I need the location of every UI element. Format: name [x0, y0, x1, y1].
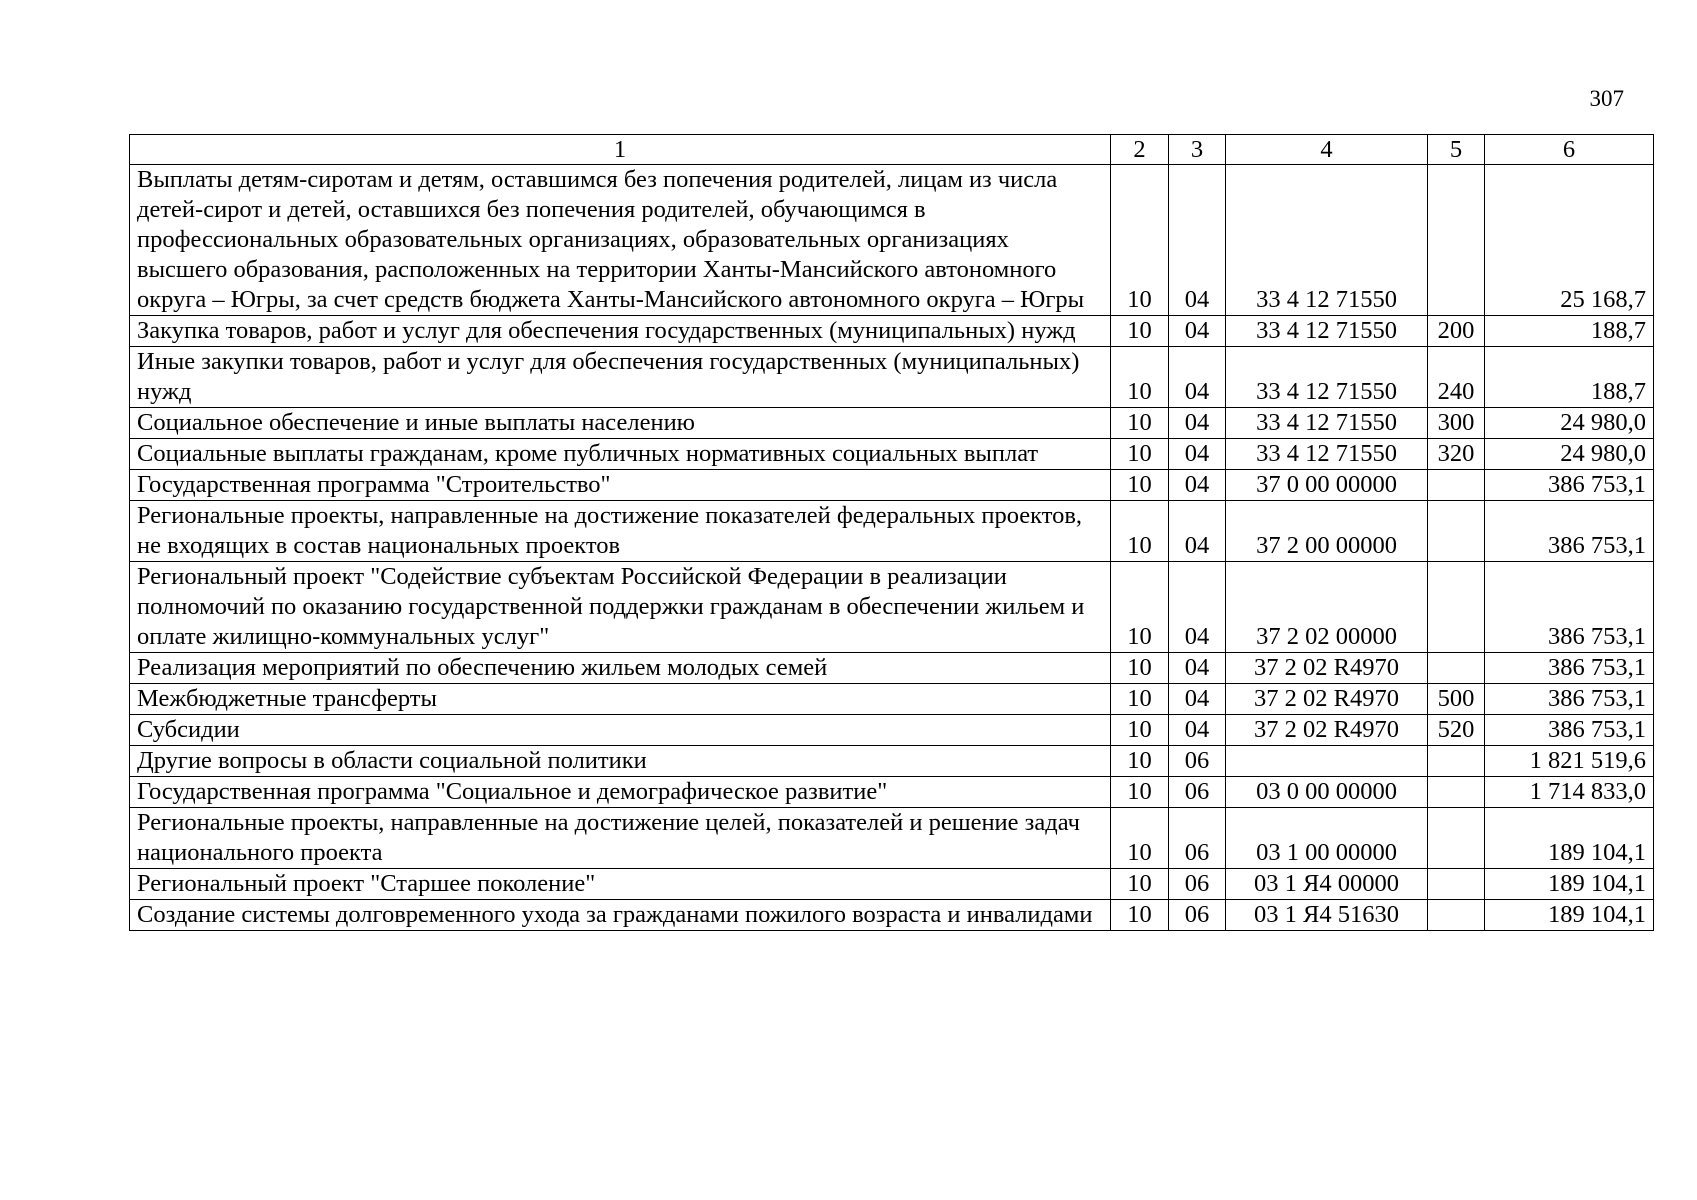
cell-amount: 386 753,1: [1485, 715, 1654, 746]
header-row: [130, 135, 1654, 165]
cell-name: Социальное обеспечение и иные выплаты населению: [130, 408, 1111, 439]
cell-section: 10: [1111, 684, 1169, 715]
cell-section: 10: [1111, 316, 1169, 347]
table-row: [130, 715, 1654, 746]
cell-name: Субсидии: [130, 715, 1111, 746]
cell-code: 33 4 12 71550: [1226, 165, 1428, 316]
cell-type: 200: [1428, 316, 1485, 347]
cell-amount: 189 104,1: [1485, 808, 1654, 869]
cell-type: 300: [1428, 408, 1485, 439]
column-header-subsection: 3: [1169, 135, 1226, 165]
cell-amount: 386 753,1: [1485, 501, 1654, 562]
cell-subsection: 06: [1169, 746, 1226, 777]
table-row: [130, 684, 1654, 715]
cell-name: Выплаты детям-сиротам и детям, оставшимся без попечения родителей, лицам из числа детей-сирот и детей, оставшихся без попечения родителей, обучающимся в профессиональных образовательных организациях, образовательных организациях высшего образования, расположенных на территории Ханты-Мансийского автономного округа – Югры, за счет средств бюджета Ханты-Мансийского автономного округа – Югры: [130, 165, 1111, 316]
table-row: [130, 501, 1654, 562]
cell-section: 10: [1111, 777, 1169, 808]
cell-subsection: 04: [1169, 653, 1226, 684]
cell-name: Государственная программа "Социальное и демографическое развитие": [130, 777, 1111, 808]
cell-subsection: 06: [1169, 777, 1226, 808]
cell-subsection: 04: [1169, 347, 1226, 408]
cell-type: [1428, 501, 1485, 562]
cell-type: [1428, 653, 1485, 684]
table-row: [130, 900, 1654, 931]
cell-name: Государственная программа "Строительство": [130, 470, 1111, 501]
cell-code: 03 1 00 00000: [1226, 808, 1428, 869]
cell-subsection: 06: [1169, 900, 1226, 931]
cell-amount: 386 753,1: [1485, 684, 1654, 715]
cell-type: 500: [1428, 684, 1485, 715]
cell-name: Социальные выплаты гражданам, кроме публичных нормативных социальных выплат: [130, 439, 1111, 470]
table-row: [130, 746, 1654, 777]
cell-type: [1428, 562, 1485, 653]
column-header-section: 2: [1111, 135, 1169, 165]
cell-code: 37 2 00 00000: [1226, 501, 1428, 562]
column-header-name: 1: [130, 135, 1111, 165]
cell-name: Другие вопросы в области социальной политики: [130, 746, 1111, 777]
cell-code: 03 0 00 00000: [1226, 777, 1428, 808]
cell-subsection: 06: [1169, 808, 1226, 869]
table-row: [130, 777, 1654, 808]
cell-code: [1226, 746, 1428, 777]
cell-amount: 189 104,1: [1485, 869, 1654, 900]
cell-name: Создание системы долговременного ухода за гражданами пожилого возраста и инвалидами: [130, 900, 1111, 931]
cell-section: 10: [1111, 869, 1169, 900]
cell-amount: 1 714 833,0: [1485, 777, 1654, 808]
cell-subsection: 04: [1169, 470, 1226, 501]
cell-name: Закупка товаров, работ и услуг для обеспечения государственных (муниципальных) нужд: [130, 316, 1111, 347]
cell-name: Иные закупки товаров, работ и услуг для обеспечения государственных (муниципальных) нужд: [130, 347, 1111, 408]
cell-section: 10: [1111, 746, 1169, 777]
cell-name: Региональный проект "Старшее поколение": [130, 869, 1111, 900]
cell-section: 10: [1111, 347, 1169, 408]
cell-section: 10: [1111, 408, 1169, 439]
cell-type: [1428, 900, 1485, 931]
table-row: [130, 869, 1654, 900]
table-row: [130, 439, 1654, 470]
cell-amount: 386 753,1: [1485, 470, 1654, 501]
cell-name: Региональный проект "Содействие субъектам Российской Федерации в реализации полномочий по оказанию государственной поддержки гражданам в обеспечении жильем и оплате жилищно-коммунальных услуг": [130, 562, 1111, 653]
column-header-amount: 6: [1485, 135, 1654, 165]
cell-code: 03 1 Я4 51630: [1226, 900, 1428, 931]
cell-section: 10: [1111, 715, 1169, 746]
table-row: [130, 316, 1654, 347]
cell-code: 37 2 02 R4970: [1226, 715, 1428, 746]
cell-code: 37 2 02 R4970: [1226, 653, 1428, 684]
column-header-type: 5: [1428, 135, 1485, 165]
cell-amount: 188,7: [1485, 347, 1654, 408]
cell-amount: 386 753,1: [1485, 653, 1654, 684]
cell-type: [1428, 808, 1485, 869]
cell-code: 37 0 00 00000: [1226, 470, 1428, 501]
cell-amount: 189 104,1: [1485, 900, 1654, 931]
cell-subsection: 04: [1169, 562, 1226, 653]
cell-amount: 386 753,1: [1485, 562, 1654, 653]
table-row: [130, 347, 1654, 408]
cell-type: [1428, 746, 1485, 777]
cell-section: 10: [1111, 439, 1169, 470]
cell-code: 33 4 12 71550: [1226, 408, 1428, 439]
cell-name: Реализация мероприятий по обеспечению жильем молодых семей: [130, 653, 1111, 684]
cell-amount: 24 980,0: [1485, 408, 1654, 439]
cell-section: 10: [1111, 653, 1169, 684]
cell-subsection: 04: [1169, 715, 1226, 746]
cell-type: [1428, 470, 1485, 501]
table-row: [130, 562, 1654, 653]
cell-code: 33 4 12 71550: [1226, 316, 1428, 347]
table-row: [130, 165, 1654, 316]
cell-section: 10: [1111, 900, 1169, 931]
cell-section: 10: [1111, 165, 1169, 316]
cell-section: 10: [1111, 562, 1169, 653]
cell-subsection: 04: [1169, 165, 1226, 316]
cell-subsection: 04: [1169, 439, 1226, 470]
cell-code: 33 4 12 71550: [1226, 347, 1428, 408]
cell-subsection: 06: [1169, 869, 1226, 900]
cell-amount: 1 821 519,6: [1485, 746, 1654, 777]
cell-type: 240: [1428, 347, 1485, 408]
cell-section: 10: [1111, 808, 1169, 869]
cell-amount: 24 980,0: [1485, 439, 1654, 470]
cell-amount: 188,7: [1485, 316, 1654, 347]
cell-code: 33 4 12 71550: [1226, 439, 1428, 470]
cell-code: 37 2 02 R4970: [1226, 684, 1428, 715]
cell-amount: 25 168,7: [1485, 165, 1654, 316]
cell-subsection: 04: [1169, 501, 1226, 562]
cell-name: Межбюджетные трансферты: [130, 684, 1111, 715]
cell-type: [1428, 869, 1485, 900]
cell-code: 03 1 Я4 00000: [1226, 869, 1428, 900]
table-row: [130, 653, 1654, 684]
budget-table: [129, 134, 1654, 931]
cell-type: 320: [1428, 439, 1485, 470]
table-row: [130, 470, 1654, 501]
page-number: 307: [1589, 86, 1624, 111]
cell-subsection: 04: [1169, 316, 1226, 347]
table-row: [130, 408, 1654, 439]
cell-code: 37 2 02 00000: [1226, 562, 1428, 653]
table-body: [130, 165, 1654, 931]
cell-subsection: 04: [1169, 408, 1226, 439]
column-header-code: 4: [1226, 135, 1428, 165]
cell-section: 10: [1111, 470, 1169, 501]
cell-type: [1428, 777, 1485, 808]
cell-name: Региональные проекты, направленные на достижение целей, показателей и решение задач национального проекта: [130, 808, 1111, 869]
cell-type: [1428, 165, 1485, 316]
cell-section: 10: [1111, 501, 1169, 562]
cell-type: 520: [1428, 715, 1485, 746]
cell-subsection: 04: [1169, 684, 1226, 715]
cell-name: Региональные проекты, направленные на достижение показателей федеральных проектов, не входящих в состав национальных проектов: [130, 501, 1111, 562]
table-row: [130, 808, 1654, 869]
